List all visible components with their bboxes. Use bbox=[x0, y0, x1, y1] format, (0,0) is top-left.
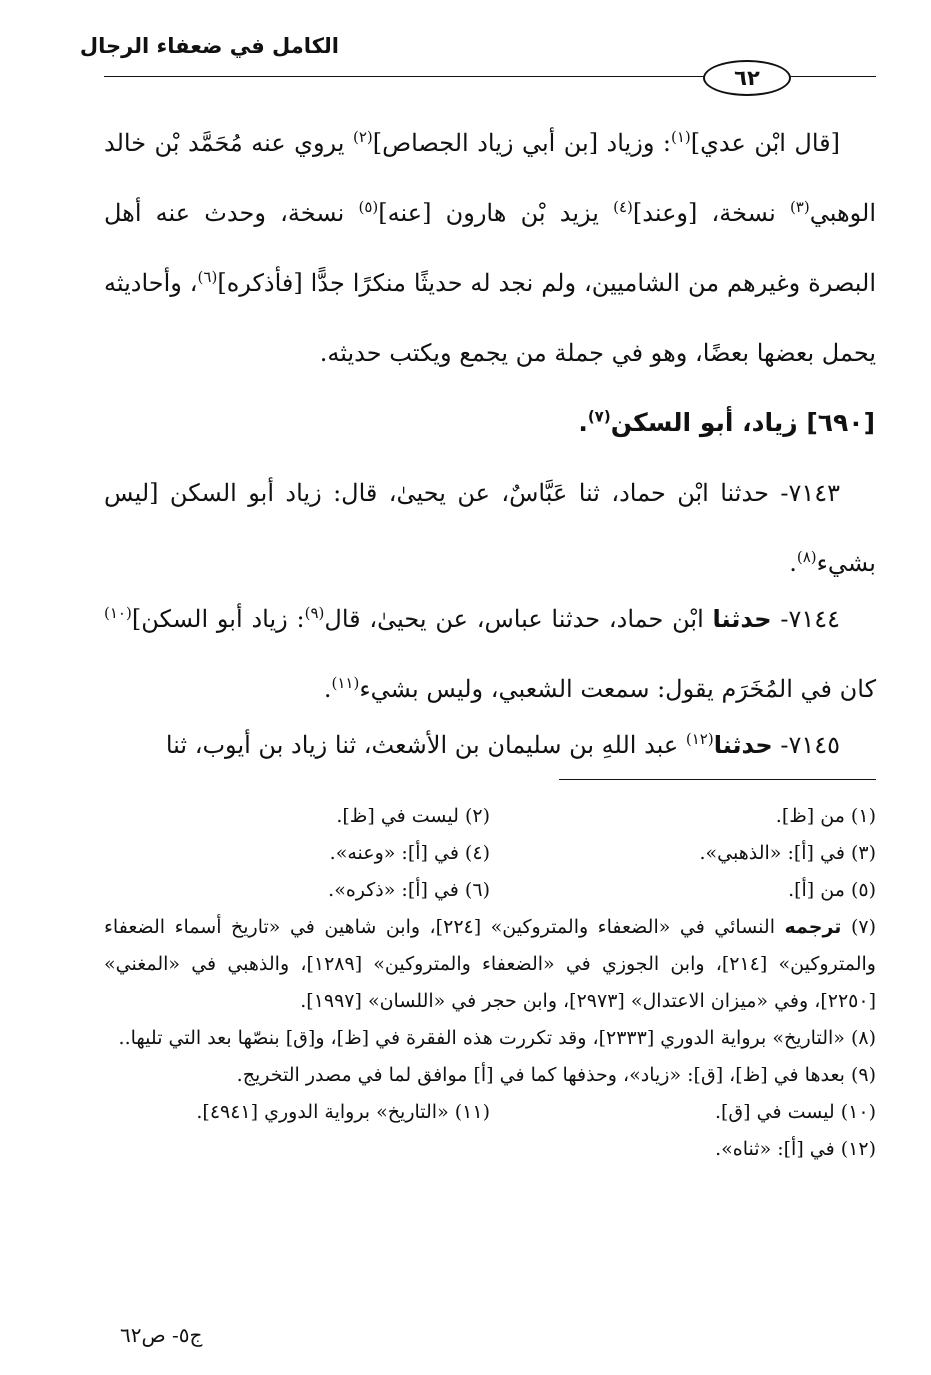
footnote-ref-10[interactable]: (١٠) bbox=[104, 604, 132, 622]
footnote-11: (١١) «التاريخ» برواية الدوري [٤٩٤١]. bbox=[196, 1101, 490, 1123]
hadith-number: ٧١٤٤- bbox=[771, 605, 840, 633]
text: . bbox=[323, 675, 332, 703]
footnote-7-bold: ترجمه bbox=[784, 916, 842, 938]
footnote-4: (٤) في [أ]: «وعنه». bbox=[329, 842, 490, 864]
footnote-ref-5[interactable]: (٥) bbox=[358, 198, 379, 216]
hadith-7143 bbox=[104, 458, 876, 598]
page-number-oval: ٦٢ bbox=[703, 60, 791, 96]
text: ، وأحاديثه يحمل بعضها بعضًا، وهو في جملة من يجمع ويكتب حديثه. bbox=[104, 269, 876, 367]
footnote-ref-12[interactable]: (١٢) bbox=[685, 730, 714, 748]
text: نسخة، وحدث عنه أهل البصرة وغيرهم من الشاميين، ولم نجد له حديثًا منكرًا جدًّا [فأذكره] bbox=[104, 199, 877, 297]
footnote-ref-11[interactable]: (١١) bbox=[331, 674, 360, 692]
footnote-8 bbox=[104, 1020, 876, 1057]
footnote-ref-2[interactable]: (٢) bbox=[352, 128, 373, 146]
volume-page-reference: ج٥- ص٦٢ bbox=[120, 1323, 203, 1347]
text: يزيد بْن هارون [عنه] bbox=[378, 199, 614, 227]
footnote-12: (١٢) في [أ]: «ثناه». bbox=[715, 1138, 876, 1160]
footnote-1: (١) من [ظ]. bbox=[775, 805, 876, 827]
footnote-separator bbox=[559, 779, 876, 780]
footnote-7-number: (٧) bbox=[850, 916, 877, 938]
text: : وزياد [بن أبي زياد الجصاص] bbox=[372, 129, 671, 157]
footnote-2: (٢) ليست في [ظ]. bbox=[336, 805, 490, 827]
footnote-row bbox=[104, 1094, 876, 1131]
entry-heading-end: . bbox=[578, 408, 588, 437]
running-header-title: الكامل في ضعفاء الرجال bbox=[79, 34, 339, 58]
footnote-ref-1[interactable]: (١) bbox=[671, 128, 691, 146]
footnote-7 bbox=[104, 909, 876, 1020]
text: ٧١٤٣- حدثنا ابْن حماد، ثنا عَبَّاسٌ، عن يحيىٰ، قال: زياد أبو السكن [ليس بشيء bbox=[104, 479, 876, 577]
text: : زياد أبو السكن] bbox=[131, 605, 305, 633]
text: . bbox=[789, 549, 797, 577]
footnote-row bbox=[104, 835, 876, 872]
bold-haddathana: حدثنا bbox=[713, 731, 773, 759]
entry-heading bbox=[578, 408, 875, 437]
footnote-10: (١٠) ليست في [ق]. bbox=[714, 1101, 876, 1123]
footnote-ref-8[interactable]: (٨) bbox=[796, 548, 817, 566]
footnote-5: (٥) من [أ]. bbox=[788, 879, 876, 901]
paragraph-1 bbox=[104, 108, 876, 388]
footnote-row bbox=[104, 798, 876, 835]
footnote-ref-9[interactable]: (٩) bbox=[304, 604, 325, 622]
footnote-ref-3[interactable]: (٣) bbox=[789, 198, 810, 216]
text: عبد اللهِ بن سليمان بن الأشعث، ثنا زياد بن أيوب، ثنا bbox=[165, 731, 686, 759]
text: نسخة، [وعند] bbox=[632, 199, 790, 227]
footnote-ref-4[interactable]: (٤) bbox=[613, 198, 633, 216]
hadith-7144 bbox=[104, 584, 876, 724]
footnote-6: (٦) في [أ]: «ذكره». bbox=[328, 879, 490, 901]
footnote-row bbox=[104, 872, 876, 909]
hadith-number: ٧١٤٥- bbox=[772, 731, 840, 759]
footnote-3: (٣) في [أ]: «الذهبي». bbox=[699, 842, 876, 864]
footnote-row bbox=[104, 1131, 876, 1168]
footnote-7-text: النسائي في «الضعفاء والمتروكين» [٢٢٤]، وابن شاهين في «تاريخ أسماء الضعفاء والمتروكين» [٢١٤]، وابن الجوزي في «الضعفاء والمتروكين» [١٢٨٩]، والذهبي في «المغني» [٢٢٥٠]، وفي «ميزان الاعتدال» [٢٩٧٣]، وابن حجر في «اللسان» [١٩٩٧]. bbox=[104, 916, 876, 1012]
footnote-8-text: «التاريخ» برواية الدوري [٢٣٣٣]، وقد تكررت هذه الفقرة في [ظ]، و[ق] بنصّها بعد التي تليها.. bbox=[118, 1027, 845, 1049]
entry-heading-text: [٦٩٠] زياد، أبو السكن bbox=[610, 408, 875, 437]
footnotes bbox=[104, 798, 876, 1168]
text: ابْن حماد، حدثنا عباس، عن يحيىٰ، قال bbox=[324, 605, 713, 633]
footnote-ref-6[interactable]: (٦) bbox=[197, 268, 218, 286]
text: كان في المُخَرَم يقول: سمعت الشعبي، وليس بشيء bbox=[359, 675, 876, 703]
text: [قال ابْن عدي] bbox=[690, 129, 841, 157]
hadith-7145 bbox=[104, 710, 876, 780]
footnote-8-number: (٨) bbox=[850, 1027, 876, 1049]
bold-haddathana: حدثنا bbox=[712, 605, 772, 633]
footnote-ref-7[interactable]: (٧) bbox=[587, 407, 611, 426]
text: يروي عنه مُحَمَّد بْن خالد الوهبي bbox=[104, 129, 876, 227]
footnote-9: (٩) بعدها في [ظ]، [ق]: «زياد»، وحذفها كما في [أ] موافق لما في مصدر التخريج. bbox=[236, 1064, 876, 1086]
